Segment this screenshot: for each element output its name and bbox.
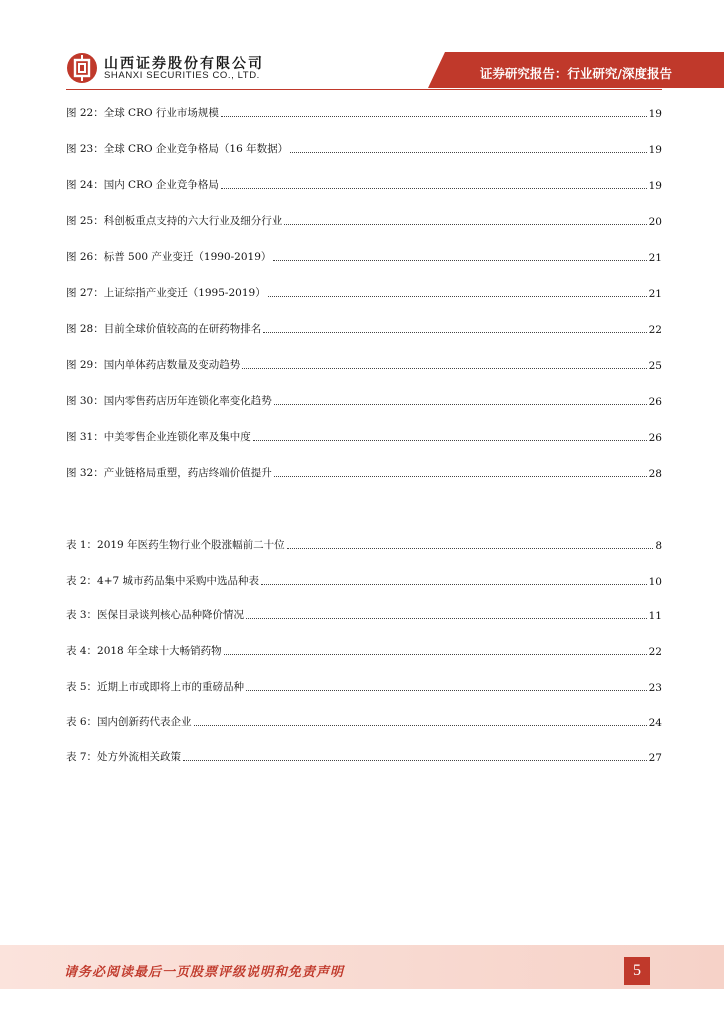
toc-label: 图 31：中美零售企业连锁化率及集中度 <box>66 431 251 443</box>
toc-leader <box>246 606 647 619</box>
toc-leader <box>194 713 647 726</box>
toc-page: 20 <box>648 216 662 228</box>
toc-leader <box>183 748 647 761</box>
toc-page: 19 <box>648 144 662 156</box>
toc-leader <box>273 248 646 261</box>
page-number: 5 <box>624 957 650 985</box>
toc-page: 11 <box>648 610 662 622</box>
toc-label: 表 3：医保目录谈判核心品种降价情况 <box>66 609 245 621</box>
toc-page: 24 <box>648 717 662 729</box>
toc-label: 表 6：国内创新药代表企业 <box>66 716 192 728</box>
toc-page: 23 <box>648 682 662 694</box>
toc-row[interactable] <box>66 248 662 264</box>
toc-label: 图 22：全球 CRO 行业市场规模 <box>66 107 219 119</box>
toc-leader <box>287 536 654 549</box>
toc-label: 表 7：处方外流相关政策 <box>66 751 182 763</box>
header-rule <box>66 89 662 90</box>
toc-leader <box>242 356 646 369</box>
toc-page: 22 <box>648 646 662 658</box>
toc-label: 表 1：2019 年医药生物行业个股涨幅前二十位 <box>66 539 285 551</box>
toc-leader <box>253 428 647 441</box>
toc-page: 26 <box>648 432 662 444</box>
toc-page: 21 <box>648 252 662 264</box>
toc-row[interactable] <box>66 713 662 729</box>
report-type-banner: 证券研究报告：行业研究/深度报告 <box>479 66 672 81</box>
toc-row[interactable] <box>66 572 662 588</box>
toc-page: 19 <box>648 108 662 120</box>
toc-leader <box>246 678 647 691</box>
company-logo-icon <box>66 52 98 84</box>
toc-leader <box>224 642 647 655</box>
footer-disclaimer[interactable]: 请务必阅读最后一页股票评级说明和免责声明 <box>64 965 345 980</box>
toc-leader <box>290 140 647 153</box>
toc-label: 图 30：国内零售药店历年连锁化率变化趋势 <box>66 395 272 407</box>
toc-page: 19 <box>648 180 662 192</box>
toc-page: 26 <box>648 396 662 408</box>
toc-page: 25 <box>648 360 662 372</box>
toc-page: 8 <box>655 540 662 552</box>
toc-label: 图 29：国内单体药店数量及变动趋势 <box>66 359 241 371</box>
toc-label: 表 5：近期上市或即将上市的重磅品种 <box>66 681 245 693</box>
toc-leader <box>284 212 646 225</box>
toc-label: 图 32：产业链格局重塑，药店终端价值提升 <box>66 467 272 479</box>
toc-page: 22 <box>648 324 662 336</box>
toc-row[interactable] <box>66 748 662 764</box>
toc-row[interactable] <box>66 428 662 444</box>
toc-page: 27 <box>648 752 662 764</box>
toc-label: 图 23：全球 CRO 企业竞争格局（16 年数据） <box>66 143 289 155</box>
toc-page: 28 <box>648 468 662 480</box>
toc-label: 图 25：科创板重点支持的六大行业及细分行业 <box>66 215 283 227</box>
toc-row[interactable] <box>66 464 662 480</box>
toc-row[interactable] <box>66 320 662 336</box>
toc-label: 表 4：2018 年全球十大畅销药物 <box>66 645 222 657</box>
toc-leader <box>221 176 647 189</box>
toc-row[interactable] <box>66 606 662 622</box>
toc-leader <box>221 104 647 117</box>
toc-label: 图 27：上证综指产业变迁（1995-2019） <box>66 287 266 299</box>
toc-row[interactable] <box>66 536 662 552</box>
toc-leader <box>274 464 647 477</box>
toc-page: 10 <box>648 576 662 588</box>
company-name-en: SHANXI SECURITIES CO., LTD. <box>104 70 260 81</box>
toc-row[interactable] <box>66 104 662 120</box>
toc-label: 图 26：标普 500 产业变迁（1990-2019） <box>66 251 272 263</box>
toc-label: 图 28：目前全球价值较高的在研药物排名 <box>66 323 262 335</box>
toc-row[interactable] <box>66 678 662 694</box>
toc-row[interactable] <box>66 212 662 228</box>
toc-row[interactable] <box>66 176 662 192</box>
toc-page: 21 <box>648 288 662 300</box>
toc-row[interactable] <box>66 356 662 372</box>
toc-row[interactable] <box>66 140 662 156</box>
toc-leader <box>268 284 647 297</box>
toc-label: 表 2：4+7 城市药品集中采购中选品种表 <box>66 575 260 587</box>
toc-label: 图 24：国内 CRO 企业竞争格局 <box>66 179 219 191</box>
toc-row[interactable] <box>66 284 662 300</box>
page-header <box>0 0 724 96</box>
toc-leader <box>274 392 647 405</box>
toc-row[interactable] <box>66 642 662 658</box>
toc-leader <box>261 572 647 585</box>
toc-row[interactable] <box>66 392 662 408</box>
company-name-cn: 山西证券股份有限公司 <box>104 56 264 72</box>
toc-leader <box>263 320 646 333</box>
